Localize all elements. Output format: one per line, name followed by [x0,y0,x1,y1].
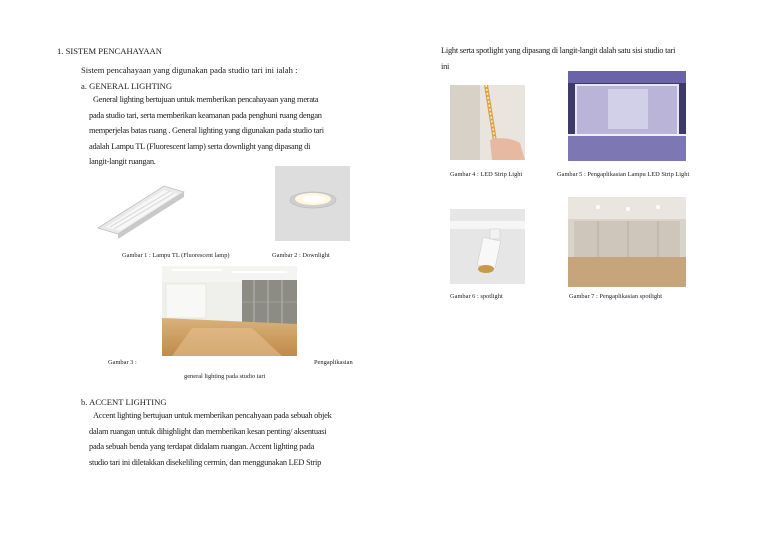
paragraph-line: langit-langit ruangan. [89,157,156,166]
downlight-image [275,166,350,241]
figure-5-caption: Gambar 5 : Pengaplikasian Lampu LED Strip Light [557,171,690,178]
spotlight-image [450,209,525,284]
paragraph-line: ini [441,61,450,71]
right-paragraph [441,43,675,74]
led-strip-application-image [568,71,686,161]
paragraph-line: adalah Lampu TL (Fluorescent lamp) serta downlight yang dipasang di [89,141,311,151]
studio-general-lighting-image [162,266,297,356]
general-lighting-paragraph [89,92,324,170]
general-lighting-heading: a. GENERAL LIGHTING [81,81,173,91]
spotlight-application-image [568,197,686,287]
figure-1-caption: Gambar 1 : Lampu TL (Fluorescent lamp) [122,252,230,259]
paragraph-line: pada studio tari, serta memberikan keamanan pada penghuni ruang dengan [89,110,322,120]
section-title: 1. SISTEM PENCAHAYAAN [57,46,162,56]
figure-3-caption-line2: general lighting pada studio tari [184,373,266,380]
accent-lighting-heading: b. ACCENT LIGHTING [81,397,167,407]
paragraph-line: memperjelas batas ruang . General lighting yang digunakan pada studio tari [89,126,324,135]
intro-text: Sistem pencahayaan yang digunakan pada studio tari ini ialah : [81,65,298,75]
figure-6-caption: Gambar 6 : spotlight [450,293,503,300]
figure-2-caption: Gambar 2 : Downlight [272,252,330,259]
paragraph-line: Light serta spotlight yang dipasang di langit-langit dalah satu sisi studio tari [441,46,676,55]
figure-3-caption-left: Gambar 3 : [108,359,137,366]
figure-7-caption: Gambar 7 : Pengaplikasian spotlight [569,293,663,300]
figure-3-caption-right: Pengaplikasian [314,359,353,366]
paragraph-line: General lighting bertujuan untuk memberikan pencahayaan yang merata [93,95,319,104]
fluorescent-lamp-image [94,178,192,240]
led-strip-image [450,85,525,160]
paragraph-line: pada sebuah benda yang terdapat didalam ruangan. Accent lighting pada [89,442,315,451]
paragraph-line: studio tari ini diletakkan disekeliling cermin, dan menggunakan LED Strip [89,457,322,467]
paragraph-line: Accent lighting bertujuan untuk memberikan pencahyaan pada sebuah objek [93,411,332,420]
figure-4-caption: Gambar 4 : LED Strip Light [450,171,523,178]
paragraph-line: dalam ruangan untuk dihighlight dan memberikan kesan penting/ aksentuasi [89,426,327,436]
accent-lighting-paragraph [89,408,332,470]
